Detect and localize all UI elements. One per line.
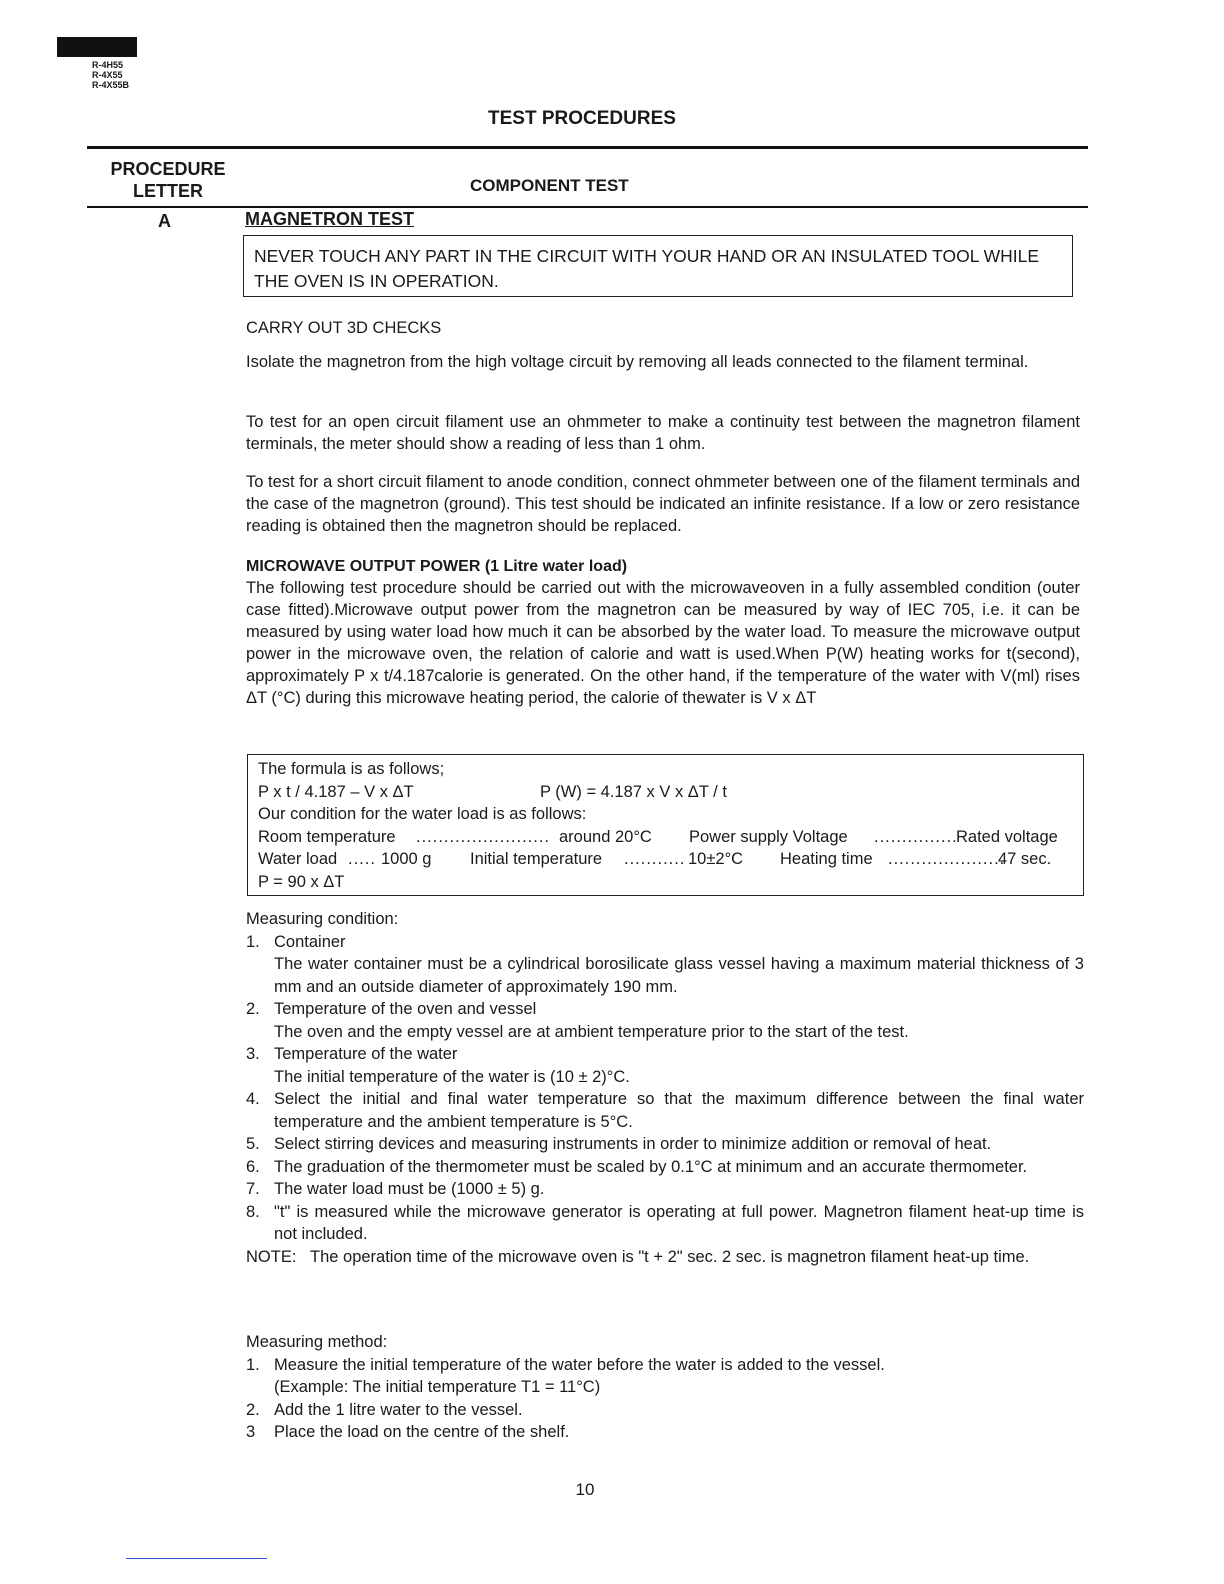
water-load-leader: ..... [348,850,376,868]
paragraph-open-circuit: To test for an open circuit filament use an ohmmeter to make a continuity test between the magnetron filament terminals, the meter should show a reading of less than 1 ohm. [246,413,1080,453]
formula-intro: The formula is as follows; [258,760,445,778]
item-title: Temperature of the oven and vessel [274,1000,537,1018]
item-number: 7. [246,1180,260,1198]
table-head-rule [87,206,1088,208]
procedure-label: PROCEDURE [110,159,226,179]
initial-temp-value: 10±2°C [688,850,744,868]
component-test-heading: COMPONENT TEST [470,176,629,195]
item-title: Container [274,932,346,951]
section-title: MAGNETRON TEST [245,209,414,229]
list-item [246,931,1084,999]
footer-line [126,1558,267,1559]
model-number: R-4X55B [92,80,130,90]
paragraph-isolate: Isolate the magnetron from the high voltage circuit by removing all leads connected to the filament terminal. [246,353,1029,371]
item-text: "t" is measured while the microwave generator is operating at full power. Magnetron filament heat-up time is not included. [274,1202,1084,1243]
procedure-letter: A [158,211,171,231]
warning-box: NEVER TOUCH ANY PART IN THE CIRCUIT WITH YOUR HAND OR AN INSULATED TOOL WHILE THE OVEN IS IN OPERATION. [243,235,1073,297]
heating-time-value: 47 sec. [998,850,1052,868]
list-item [246,1133,1084,1156]
power-supply-label: Power supply Voltage [689,827,848,846]
header-rule [87,146,1088,149]
list-item [246,1043,1084,1088]
paragraph-short-circuit: To test for a short circuit filament to anode condition, connect ohmmeter between one of the filament terminals and the case of the magnetron (ground). This test should be indicated an infinite resistance. If a low or zero resistance reading is obtained then the magnetron should be replaced. [246,473,1080,535]
page-title: TEST PROCEDURES [488,108,676,129]
item-text: Measure the initial temperature of the water before the water is added to the vessel. [274,1355,885,1374]
item-number: 3 [246,1423,256,1441]
measuring-method-title: Measuring method: [246,1333,388,1351]
formula-right: P (W) = 4.187 x V x ΔT / t [540,782,727,801]
item-number: 3. [246,1045,260,1063]
initial-temp-label: Initial temperature [470,850,603,868]
item-text: Select stirring devices and measuring instruments in order to minimize addition or removal of heat. [274,1135,992,1153]
list-item [246,1399,1084,1422]
procedure-letter-heading [88,158,248,202]
page-number: 10 [575,1480,595,1499]
item-text: Select the initial and final water temperature so that the maximum difference between the final water temperature and the ambient temperature is 5°C. [274,1090,1084,1131]
condition-intro: Our condition for the water load is as follows: [258,805,587,823]
item-text: The initial temperature of the water is (10 ± 2)°C. [274,1067,630,1086]
measuring-condition-title: Measuring condition: [246,910,399,928]
model-number: R-4H55 [92,60,124,70]
room-temp-label: Room temperature [258,827,396,846]
power-heading: MICROWAVE OUTPUT POWER (1 Litre water load) [246,558,628,575]
list-item [246,1421,1084,1444]
item-example: (Example: The initial temperature T1 = 11°C) [274,1378,601,1396]
item-text: The graduation of the thermometer must be scaled by 0.1°C at minimum and an accurate thermometer. [274,1157,1028,1176]
instruction-3d-checks: CARRY OUT 3D CHECKS [246,319,442,337]
item-text: Add the 1 litre water to the vessel. [274,1400,523,1419]
item-text: The water container must be a cylindrical borosilicate glass vessel having a maximum material thickness of 3 mm and an outside diameter of approximately 190 mm. [274,955,1084,996]
list-item [246,1201,1084,1246]
formula-result: P = 90 x ΔT [258,872,345,891]
model-list [92,60,129,90]
item-number: 5. [246,1135,260,1153]
power-supply-leader: ............... [874,827,958,846]
water-load-label: Water load [258,850,338,868]
item-number: 2. [246,1000,260,1018]
item-text: Place the load on the centre of the shelf. [274,1423,570,1441]
measuring-method-section [246,1331,1084,1444]
formula-left: P x t / 4.187 – V x ΔT [258,782,414,801]
heating-time-leader: ..................... [888,850,1006,868]
room-temp-leader: ........................ [416,827,551,846]
power-supply-value: Rated voltage [956,827,1058,846]
heating-time-label: Heating time [780,850,873,868]
model-number: R-4X55 [92,70,123,80]
power-paragraph: The following test procedure should be carried out with the microwaveoven in a fully assembled condition (outer case fitted).Microwave output power from the magnetron can be measured by way of IEC 705, i.e. it can be measured by using water load how much it can be absorbed by the water load. To measure the microwave output power in the microwave oven, the relation of calorie and watt is used.When P(W) heating works for t(second), approximately P x t/4.187calorie is generated. On the other hand, if the temperature of the water with V(ml) rises ΔT (°C) during this microwave heating period, the calorie of thewater is V x ΔT [246,579,1080,707]
item-number: 2. [246,1400,260,1419]
list-item [246,998,1084,1043]
brand-logo-bar [57,37,137,57]
item-number: 1. [246,1355,260,1374]
item-number: 8. [246,1202,260,1221]
list-item [246,1088,1084,1133]
letter-label: LETTER [133,181,203,201]
list-item [246,1156,1084,1179]
water-load-value: 1000 g [381,850,432,868]
note [246,1246,1084,1269]
item-text: The water load must be (1000 ± 5) g. [274,1180,545,1198]
item-title: Temperature of the water [274,1045,458,1063]
list-item [246,1178,1084,1201]
item-text: The oven and the empty vessel are at ambient temperature prior to the start of the test. [274,1022,909,1041]
item-number: 4. [246,1090,260,1108]
note-text: The operation time of the microwave oven is "t + 2" sec. 2 sec. is magnetron filament heat-up time. [310,1247,1030,1266]
initial-temp-leader: ........... [624,850,686,868]
formula-box [247,754,1084,896]
measuring-condition-section [246,908,1084,1268]
item-number: 1. [246,932,260,951]
note-label: NOTE: [246,1247,297,1266]
item-number: 6. [246,1157,260,1176]
list-item [246,1354,1084,1399]
room-temp-value: around 20°C [559,827,652,846]
